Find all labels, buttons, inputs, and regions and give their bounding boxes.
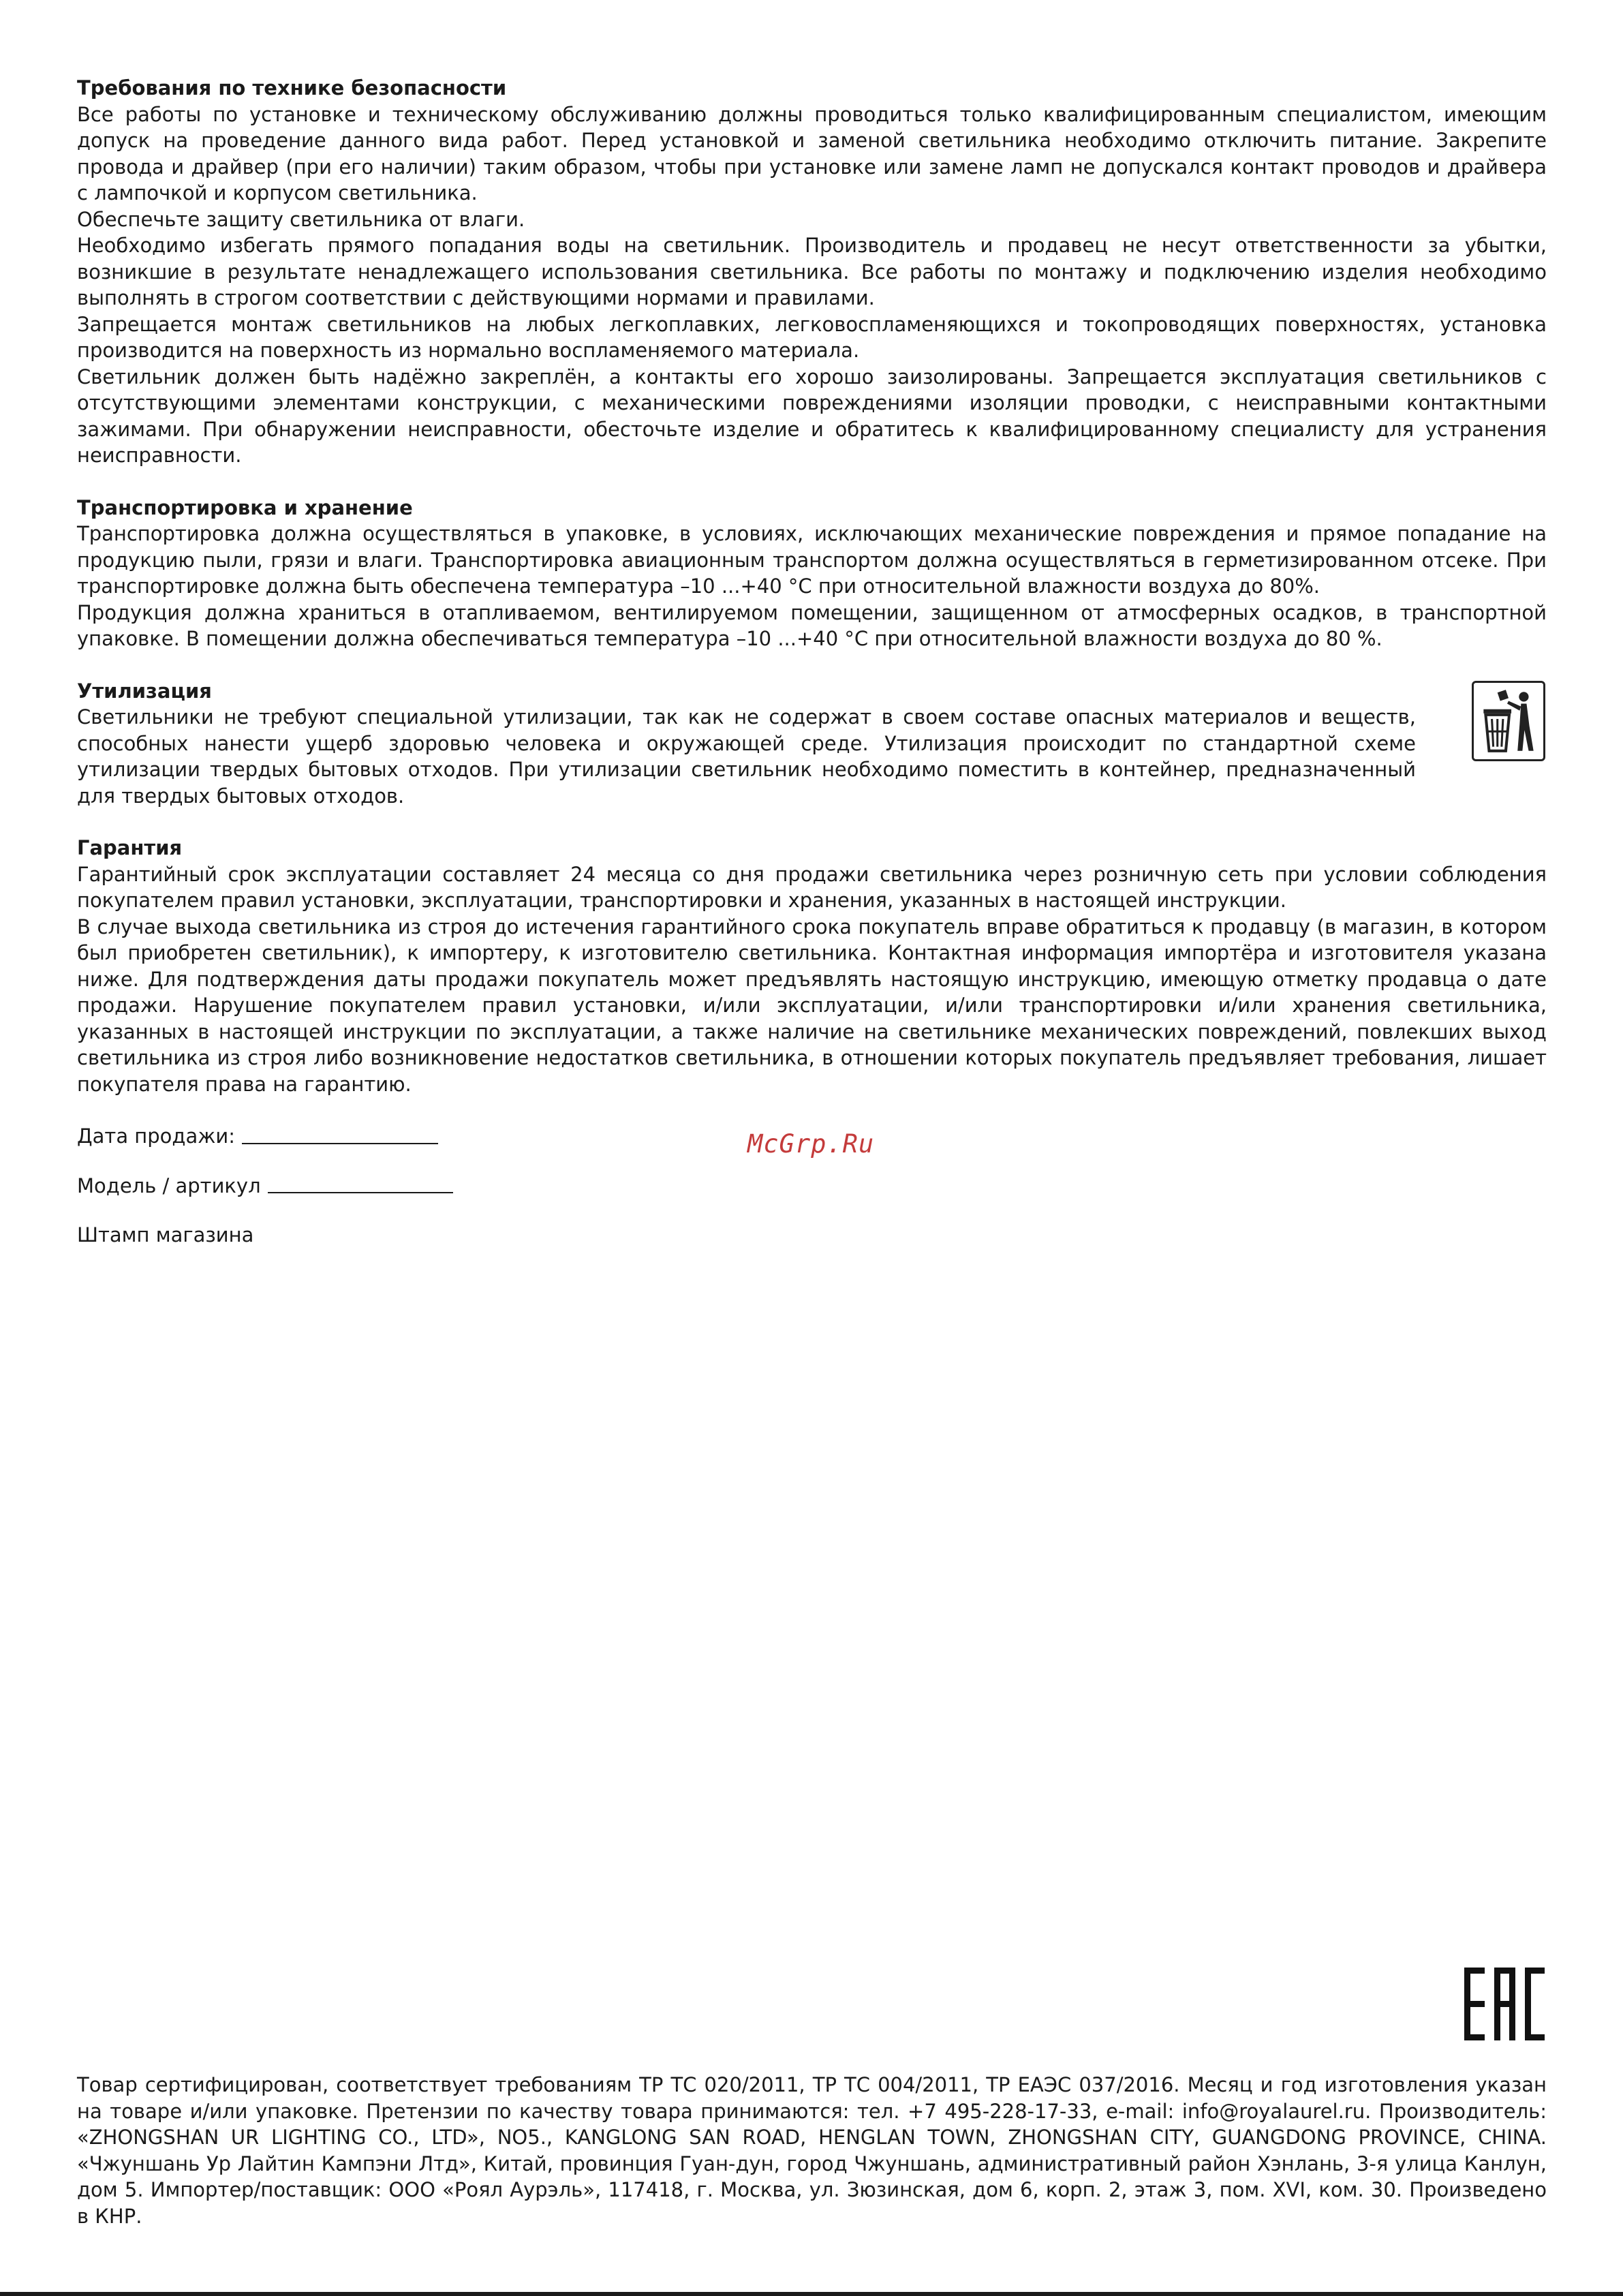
safety-paragraph: Все работы по установке и техническому обслуживанию должны проводиться только квалифицированным специалистом, имеющим допуск на проведение данного вида работ. Перед установкой и заменой светильника необходимо отключить питание. Закрепите провода и драйвер (при его наличии) таким образом, чтобы при установке или замене ламп не допускался контакт проводов и драйвера с лампочкой и корпусом светильника. [77,102,1547,204]
model-blank [268,1191,453,1193]
stamp-label: Штамп магазина [77,1223,254,1246]
disposal-paragraph: Светильники не требуют специальной утилизации, так как не содержат в своем составе опасных материалов и веществ, способных нанести ущерб здоровью человека и окружающей среде. Утилизация происходит по стандартной схеме утилизации твердых бытовых отходов. При утилизации светильник необходимо поместить в контейнер, предназначенный для твердых бытовых отходов. [77,705,1416,808]
transport-paragraph: Транспортировка должна осуществляться в упаковке, в условиях, исключающих механические повреждения и прямое попадание на продукцию пыли, грязи и влаги. Транспортировка авиационным транспортом должна осуществляться в герметизированном отсеке. При транспортировке должна быть обеспечена температура –10 ...+40 °С при относительной влажности воздуха до 80%. [77,522,1547,598]
disposal-heading: Утилизация [77,679,212,703]
transport-section [77,495,1547,652]
warranty-paragraph: В случае выхода светильника из строя до истечения гарантийного срока покупатель вправе обратиться к продавцу (в магазин, в котором был приобретен светильник), к импортеру, к изготовителю светильника. Контактная информация импортёра и изготовителя указана ниже. Для подтверждения даты продажи покупатель может предъявлять настоящую инструкцию, имеющую отметку продавца о дате продажи. Нарушение покупателем правил установки, и/или эксплуатации, и/или транспортировки и/или хранения светильника, указанных в настоящей инструкции по эксплуатации, а также наличие на светильнике механических повреждений, повлекших выход светильника из строя либо возникновение недостатков светильника, в отношении которых покупатель предъявляет требования, лишает покупателя права на гарантию. [77,915,1547,1096]
safety-paragraph: Обеспечьте защиту светильника от влаги. [77,207,525,231]
sale-date-label: Дата продажи: [77,1124,235,1148]
warranty-paragraph: Гарантийный срок эксплуатации составляет 24 месяца со дня продажи светильника через розничную сеть при условии соблюдения покупателем правил установки, эксплуатации, транспортировки и хранения, указанных в настоящей инструкции. [77,862,1547,912]
safety-paragraph: Светильник должен быть надёжно закреплён, а контакты его хорошо заизолированы. Запрещается эксплуатация светильников с отсутствующими элементами конструкции, с механическими повреждениями изоляции проводки, с неисправными контактными зажимами. При обнаружении неисправности, обесточьте изделие и обратитесь к квалифицированному специалисту для устранения неисправности. [77,365,1547,467]
model-label: Модель / артикул [77,1174,261,1197]
safety-heading: Требования по технике безопасности [77,76,507,100]
safety-paragraph: Запрещается монтаж светильников на любых легкоплавких, легковоспламеняющихся и токопроводящих поверхностях, установка производится на поверхность из нормально воспламеняемого материала. [77,312,1547,362]
instruction-page [77,75,1547,1272]
disposal-section [77,678,1547,810]
certification-footer: Товар сертифицирован, соответствует требованиям ТР ТС 020/2011, ТР ТС 004/2011, ТР ЕАЭС 037/2016. Месяц и год изготовления указан на товаре и/или упаковке. Претензии по качеству товара принимаются: тел. +7 495-228-17-33, e-mail: info@royalaurel.ru. Производитель: «ZHONGSHAN UR LIGHTING CO., LTD», NO5., KANGLONG SAN ROAD, HENGLAN TOWN, ZHONGSHAN CITY, GUANGDONG PROVINCE, CHINA. «Чжуншань Ур Лайтин Кампэни Лтд», Китай, провинция Гуан-дун, город Чжуншань, административный район Хэнлань, 3-я улица Канлун, дом 5. Импортер/поставщик: ООО «Роял Аурэль», 117418, г. Москва, ул. Зюзинская, дом 6, корп. 2, этаж 3, пом. XVI, ком. 30. Произведено в КНР. [77,2073,1547,2228]
safety-paragraph: Необходимо избегать прямого попадания воды на светильник. Производитель и продавец не несут ответственности за убытки, возникшие в результате ненадлежащего использования светильника. Все работы по монтажу и подключению изделия необходимо выполнять в строгом соответствии с действующими нормами и правилами. [77,234,1547,309]
eac-certification-icon [1464,1968,1545,2040]
watermark: McGrp.Ru [747,1129,875,1159]
sale-date-blank [242,1142,438,1144]
transport-heading: Транспортировка и хранение [77,495,413,519]
warranty-heading: Гарантия [77,836,183,859]
storage-paragraph: Продукция должна храниться в отапливаемом, вентилируемом помещении, защищенном от атмосферных осадков, в транспортной упаковке. В помещении должна обеспечиваться температура –10 ...+40 °С при относительной влажности воздуха до 80 %. [77,600,1547,650]
safety-section [77,75,1547,469]
warranty-section [77,835,1547,1097]
model-field [77,1173,1547,1199]
bottom-rule [0,2292,1623,2296]
waste-bin-icon [1472,681,1545,761]
stamp-field [77,1222,1547,1249]
